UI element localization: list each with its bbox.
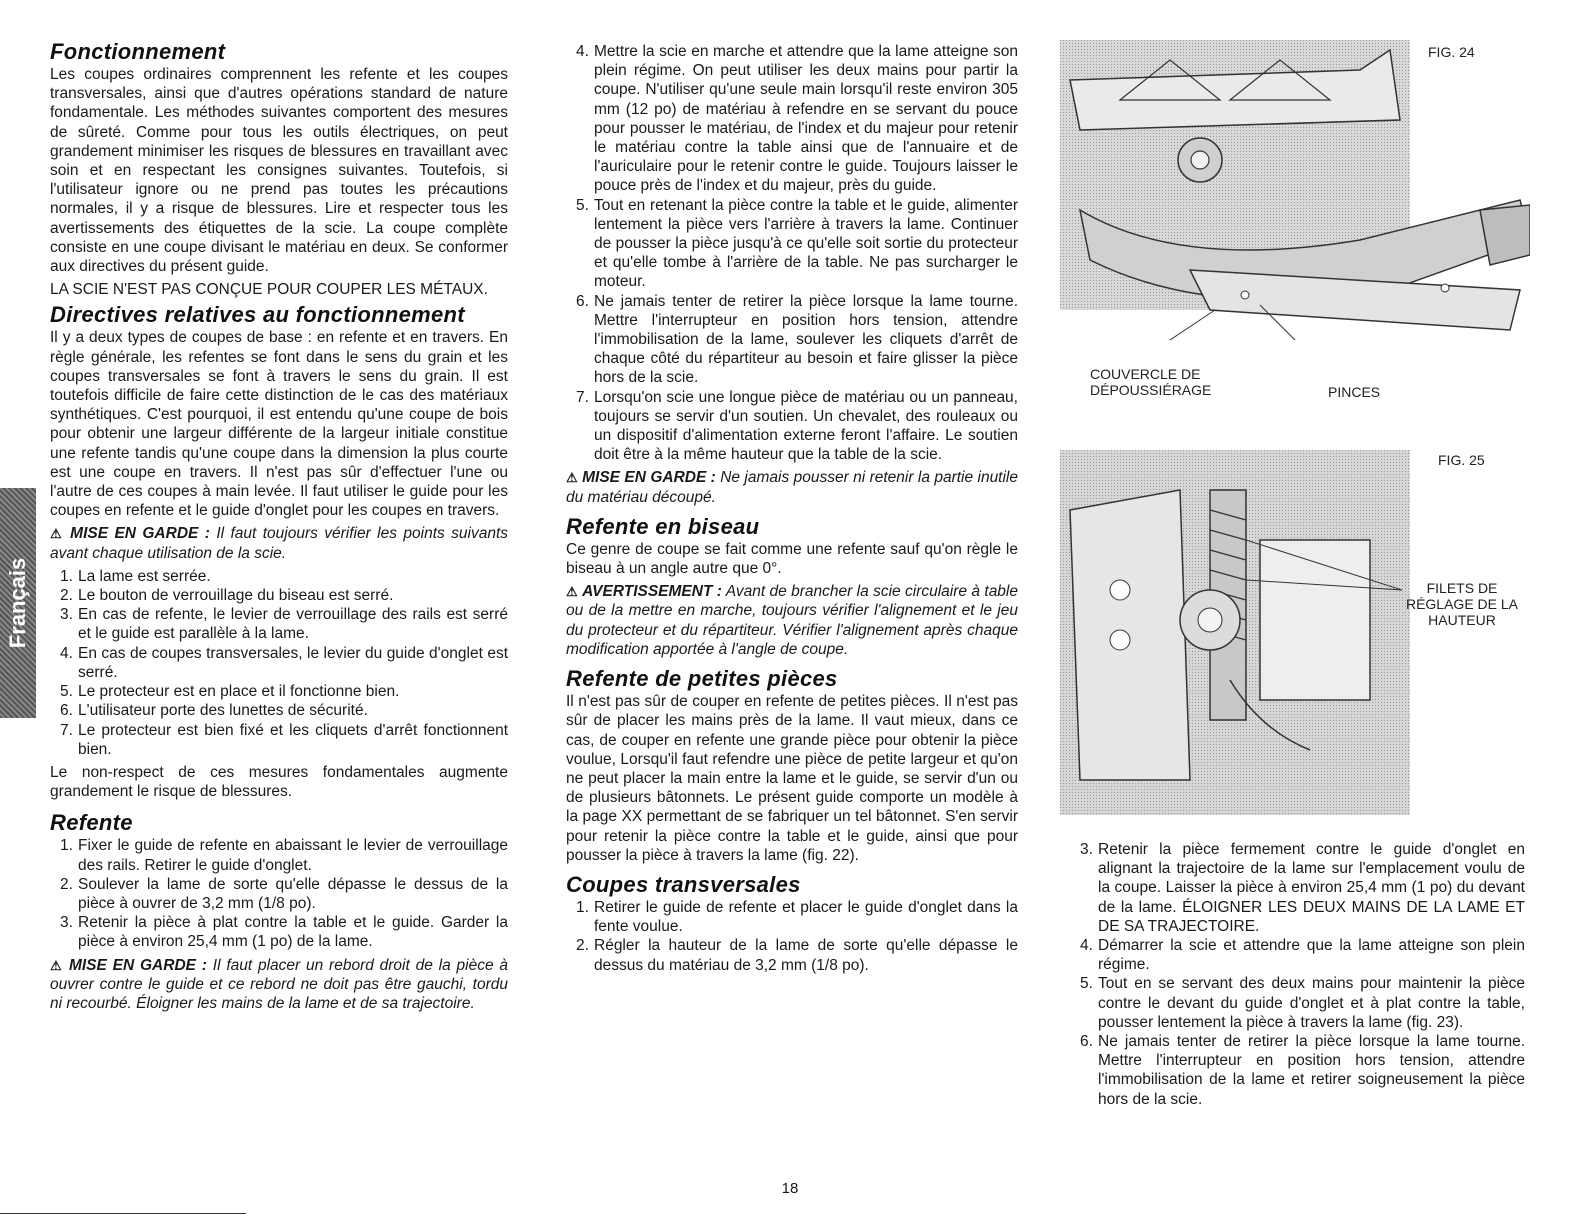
figure-25-illustration	[1060, 450, 1410, 815]
list-item-number: 2.	[60, 587, 73, 605]
transversales-steps-continued	[1070, 840, 1525, 1109]
list-item	[1070, 1032, 1525, 1109]
list-item	[50, 586, 508, 605]
list-item-text: Régler la hauteur de la lame de sorte qu'elle dépasse le dessus du matériau de 3,2 mm (1/8 po).	[594, 937, 1018, 974]
list-item-number: 3.	[60, 914, 73, 932]
list-item	[50, 836, 508, 874]
language-side-tab	[0, 488, 36, 718]
list-item-text: En cas de coupes transversales, le levier du guide d'onglet est serré.	[78, 644, 508, 681]
list-item-text: Retenir la pièce à plat contre la table et le guide. Garder la pièce à environ 25,4 mm (1 po) de la lame.	[78, 914, 508, 951]
list-item-number: 4.	[576, 43, 589, 60]
column-left	[50, 40, 508, 1017]
list-item-number: 7.	[576, 388, 589, 406]
figure-24	[1060, 40, 1530, 410]
transversales-steps	[566, 898, 1018, 975]
list-item	[566, 42, 1018, 196]
heading-transversales: Coupes transversales	[566, 871, 801, 897]
list-item-number: 6.	[60, 702, 73, 720]
list-item-number: 2.	[60, 875, 73, 893]
warning-2-text: Il faut placer un rebord droit de la pièce à ouvrer contre le guide et ce rebord ne doit pas être gauchi, tordu ni recourbé. Éloigner les mains de la lame et de sa trajectoire.	[50, 956, 509, 1012]
warning-3-label: MISE EN GARDE :	[582, 469, 716, 487]
paragraph-biseau: Ce genre de coupe se fait comme une refente sauf qu'on règle le biseau à un angle autre que 0°.	[566, 540, 1018, 578]
heading-fonctionnement: Fonctionnement	[50, 39, 226, 64]
warning-1-label: MISE EN GARDE :	[70, 525, 210, 543]
list-item-text: Soulever la lame de sorte qu'elle dépasse le dessus de la pièce à ouvrer de 3,2 mm (1/8 po).	[78, 875, 508, 912]
callout-couvercle: COUVERCLE DE DÉPOUSSIÉRAGE	[1090, 366, 1212, 398]
list-item-text: Le protecteur est bien fixé et les cliquets d'arrêt fonctionnent bien.	[78, 721, 508, 758]
list-item	[1070, 840, 1525, 936]
list-item-number: 5.	[1080, 975, 1093, 993]
list-item	[1070, 936, 1525, 974]
list-item-text: Démarrer la scie et attendre que la lame atteigne son plein régime.	[1098, 937, 1525, 974]
figure-24-label: FIG. 24	[1428, 44, 1475, 60]
refente-steps-continued	[566, 42, 1018, 464]
list-item-number: 5.	[576, 196, 589, 214]
warning-4-text: Avant de brancher la scie circulaire à table ou de la mettre en marche, toujours vérifier l'alignement et le jeu du protecteur et du répartiteur. Vérifier l'alignement après chaque modification apportée à l'angle de coupe.	[566, 583, 1018, 658]
warning-4-label: AVERTISSEMENT :	[582, 583, 722, 601]
list-item-number: 7.	[60, 721, 73, 739]
heading-biseau: Refente en biseau	[566, 513, 760, 539]
list-item-text: Tout en retenant la pièce contre la table et le guide, alimenter lentement la pièce vers l'arrière à travers la lame. Continuer de pousser la pièce jusqu'à ce qu'elle soit sortie du protecteur et qu'elle tombe à l'arrière de la table. Ne pas surcharger le moteur.	[594, 196, 1018, 291]
list-item-number: 4.	[60, 644, 73, 662]
list-item-text: En cas de refente, le levier de verrouillage des rails est serré et le guide est parallèle à la lame.	[78, 606, 508, 643]
heading-directives: Directives relatives au fonctionnement	[50, 302, 465, 328]
side-tab-label: Français	[5, 557, 30, 649]
list-item	[50, 721, 508, 759]
callout-pinces: PINCES	[1328, 384, 1381, 400]
heading-refente: Refente	[50, 810, 133, 836]
list-item	[50, 567, 508, 586]
bottom-rule	[0, 1213, 246, 1214]
warning-4	[566, 582, 1018, 659]
paragraph-metaux: LA SCIE N'EST PAS CONÇUE POUR COUPER LES MÉTAUX.	[50, 281, 488, 299]
paragraph-fonctionnement: Les coupes ordinaires comprennent les refente et les coupes transversales, ainsi que d'autres opérations standard de nature fondamentale. Les méthodes suivantes comportent des mesures de sûreté. Comme pour tous les outils électriques, on peut grandement minimiser les risques de blessures en travaillant avec soin et en respectant les consignes suivantes. Toutefois, si l'utilisateur ignore ou ne prend pas toutes les précautions normales, il y a risque de blessures. Lire et respecter tous les avertissements des étiquettes de la scie. La coupe complète consiste en une coupe divisant le matériau en deux. Se conformer aux directives du présent guide.	[50, 66, 508, 276]
list-item-number: 6.	[576, 292, 589, 310]
warning-3	[566, 468, 1018, 506]
list-item-number: 1.	[60, 837, 73, 855]
list-item-text: Ne jamais tenter de retirer la pièce lorsque la lame tourne. Mettre l'interrupteur en position hors tension, attendre l'immobilisation de la lame, soulever les cliquets d'arrêt de chaque côté du répartiteur au besoin et faire glisser la pièce hors de la scie.	[594, 292, 1018, 387]
refente-steps	[50, 836, 508, 951]
list-item	[50, 605, 508, 643]
list-item-text: Retenir la pièce fermement contre le guide d'onglet en alignant la trajectoire de la lame sur l'emplacement voulu de la coupe. Laisser la pièce à environ 25,4 mm (1 po) du devant de la lame. ÉLOIGNER LES DEUX MAINS DE LA LAME ET DE SA TRAJECTOIRE.	[1098, 841, 1525, 935]
list-item-text: Mettre la scie en marche et attendre que la lame atteigne son plein régime. On peut utiliser les deux mains pour partir la coupe. N'utiliser qu'une seule main lorsqu'il reste environ 305 mm (12 po) de matériau à refendre en se servant du pouce pour pousser le matériau, de l'index et du majeur pour retenir le matériau contre la table ainsi que de l'annuaire et de l'auriculaire pour le retenir contre le guide. Toujours laisser le pouce près de l'index et du majeur, près du guide.	[594, 43, 1018, 195]
list-item-text: Lorsqu'on scie une longue pièce de matériau ou un panneau, toujours se servir d'un soutien. Un chevalet, des rouleaux ou un dispositif d'alimentation externe feront l'affaire. Le soutien doit être à la même hauteur que la table de la scie.	[594, 388, 1018, 464]
list-item-text: La lame est serrée.	[78, 567, 211, 585]
list-item-number: 4.	[1080, 937, 1093, 955]
column-middle	[566, 42, 1018, 979]
list-item-text: Le protecteur est en place et il fonctionne bien.	[78, 683, 400, 701]
list-item	[1070, 974, 1525, 1032]
list-item-number: 3.	[1080, 841, 1093, 858]
paragraph-directives: Il y a deux types de coupes de base : en refente et en travers. En règle générale, les refentes se font dans le sens du grain et les coupes transversales se font à travers le sens du grain. Il est toutefois difficile de faire cette distinction de le cas des matériaux synthétiques. C'est pourquoi, il est entendu qu'une coupe de bois pour obtenir une largeur différente de la largeur initiale constitue une refente tandis qu'une coupe dans la dimension la plus courte est une coupe en travers. Il n'est pas sûr d'effectuer l'une ou l'autre de ces coupes à main levée. Il faut utiliser le guide pour les coupes en refente et le guide d'onglet pour les coupes en travers.	[50, 329, 508, 520]
warning-triangle-icon: ⚠	[50, 957, 64, 973]
figure-24-illustration	[1060, 40, 1530, 340]
list-item-text: Le bouton de verrouillage du biseau est serré.	[78, 587, 394, 605]
checklist	[50, 567, 508, 759]
warning-2	[50, 956, 508, 1014]
paragraph-petites-pieces: Il n'est pas sûr de couper en refente de petites pièces. Il n'est pas sûr de placer les mains près de la lame. Il vaut mieux, dans ce cas, de couper en refente une grande pièce pour obtenir la pièce voulue, Lorsqu'il faut refendre une pièce de petite largeur et qu'on ne peut placer la main entre la lame et le guide, se servir d'un ou de plusieurs bâtonnets. Le présent guide comporte un modèle à la page XX permettant de se fabriquer un tel bâtonnet. S'en servir pour retenir la pièce contre la table et le guide, ainsi que pour pousser la pièce à travers la lame (fig. 22).	[566, 693, 1018, 864]
list-item-number: 5.	[60, 683, 73, 701]
list-item	[50, 701, 508, 720]
warning-1-text: Il faut toujours vérifier les points suivants avant chaque utilisation de la scie.	[50, 525, 509, 562]
warning-1	[50, 524, 508, 562]
list-item-number: 6.	[1080, 1033, 1093, 1051]
list-item	[50, 644, 508, 682]
warning-3-text: Ne jamais pousser ni retenir la partie inutile du matériau découpé.	[566, 469, 1018, 506]
list-item	[50, 913, 508, 951]
list-item	[566, 292, 1018, 388]
list-item	[566, 936, 1018, 974]
column-right	[1070, 840, 1525, 1113]
figure-25-label: FIG. 25	[1438, 452, 1485, 468]
warning-triangle-icon: ⚠	[566, 470, 578, 486]
heading-petites-pieces: Refente de petites pièces	[566, 666, 838, 692]
list-item-text: Ne jamais tenter de retirer la pièce lorsque la lame tourne. Mettre l'interrupteur en position hors tension, attendre l'immobilisation de la lame et retirer soigneusement la pièce hors de la scie.	[1098, 1033, 1525, 1108]
list-item-text: Fixer le guide de refente en abaissant le levier de verrouillage des rails. Retirer le guide d'onglet.	[78, 837, 508, 874]
list-item	[566, 898, 1018, 936]
list-item-text: Retirer le guide de refente et placer le guide d'onglet dans la fente voulue.	[594, 898, 1018, 936]
warning-triangle-icon: ⚠	[566, 584, 578, 600]
list-item-number: 2.	[576, 937, 589, 955]
list-item-text: L'utilisateur porte des lunettes de sécurité.	[78, 702, 368, 720]
list-item	[566, 388, 1018, 465]
list-item-number: 1.	[60, 567, 73, 585]
paragraph-nonrespect: Le non-respect de ces mesures fondamentales augmente grandement le risque de blessures.	[50, 763, 508, 801]
warning-triangle-icon: ⚠	[50, 526, 64, 542]
list-item	[50, 875, 508, 913]
list-item	[50, 682, 508, 701]
list-item	[566, 196, 1018, 292]
list-item-number: 1.	[576, 898, 589, 916]
figure-25	[1060, 450, 1530, 820]
list-item-number: 3.	[60, 606, 73, 624]
list-item-text: Tout en se servant des deux mains pour maintenir la pièce contre le devant du guide d'onglet et à plat contre la table, pousser lentement la pièce à travers la lame (fig. 23).	[1098, 975, 1525, 1031]
callout-filets: FILETS DE RÉGLAGE DE LA HAUTEUR	[1405, 580, 1519, 628]
warning-2-label: MISE EN GARDE :	[68, 956, 207, 974]
page-number: 18	[781, 1180, 799, 1197]
